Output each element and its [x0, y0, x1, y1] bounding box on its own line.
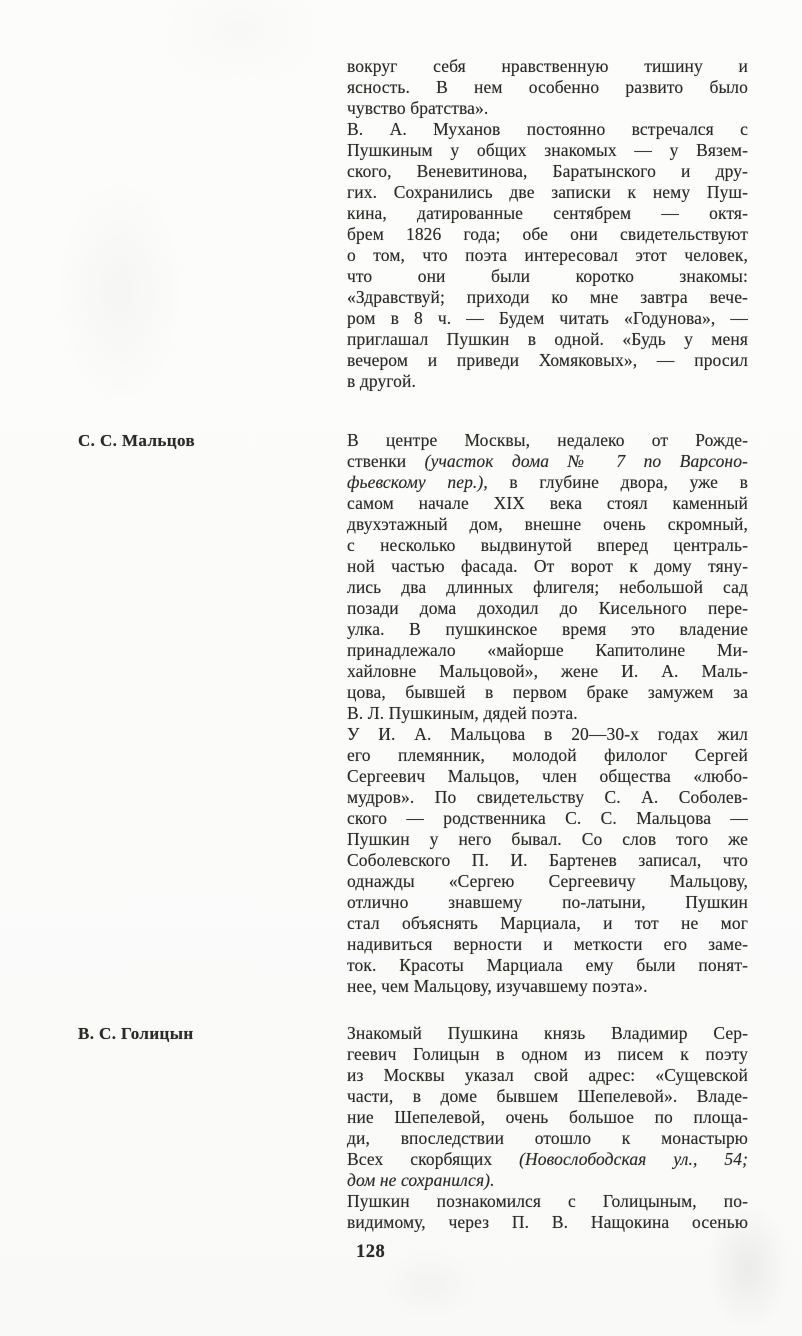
- text-segment: В. Л. Пушкиным, дядей поэта.: [347, 703, 578, 723]
- text-segment: «Здравствуй; приходи ко мне завтра вече-: [347, 287, 748, 307]
- text-line: [347, 787, 748, 808]
- text-line: [347, 955, 748, 976]
- text-segment: Всех скорбящих: [347, 1149, 520, 1169]
- text-segment: отлично знавшему по-латыни, Пушкин: [347, 892, 748, 912]
- text-segment: из Москвы указал свой адрес: «Сущевской: [347, 1065, 748, 1085]
- text-segment: ной частью фасада. От ворот к дому тяну-: [347, 556, 748, 576]
- text-line: [347, 535, 748, 556]
- text-segment: гих. Сохранились две записки к нему Пуш-: [347, 182, 748, 202]
- text-line: [347, 766, 748, 787]
- text-segment: ди, впоследствии отошло к монастырю: [347, 1128, 748, 1148]
- text-line: [347, 430, 748, 451]
- page-number: 128: [356, 1242, 386, 1262]
- text-segment: хайловне Мальцовой», жене И. А. Маль-: [347, 661, 748, 681]
- text-line: [347, 1107, 748, 1128]
- text-line: [347, 850, 748, 871]
- text-segment: однажды «Сергею Сергеевичу Мальцову,: [347, 871, 748, 891]
- text-line: [347, 451, 748, 472]
- text-segment: вокруг себя нравственную тишину и: [347, 56, 748, 76]
- text-segment: кина, датированные сентябрем — октя-: [347, 203, 748, 223]
- text-segment: мудров». По свидетельству С. А. Соболев-: [347, 787, 748, 807]
- text-segment: лись два длинных флигеля; небольшой сад: [347, 577, 748, 597]
- text-segment: вечером и приведи Хомяковых», — просил: [347, 350, 748, 370]
- text-line: [347, 871, 748, 892]
- text-segment: самом начале XIX века стоял каменный: [347, 493, 748, 513]
- text-line: [347, 682, 748, 703]
- text-segment: двухэтажный дом, внешне очень скромный,: [347, 514, 748, 534]
- text-line: [347, 266, 748, 287]
- text-segment: ственки: [347, 451, 425, 471]
- italic-text-segment: фьевскому пер.),: [347, 472, 488, 492]
- text-line: [347, 1044, 748, 1065]
- text-line: [347, 808, 748, 829]
- text-segment: улка. В пушкинское время это владение: [347, 619, 748, 639]
- italic-text-segment: дом не сохранился).: [347, 1170, 495, 1190]
- body-text-block-malcov: [347, 430, 748, 997]
- text-segment: ского, Веневитинова, Баратынского и дру-: [347, 161, 748, 181]
- text-line: [347, 1191, 748, 1212]
- text-segment: брем 1826 года; обе они свидетельствуют: [347, 224, 748, 244]
- text-segment: принадлежало «майорше Капитолине Ми-: [347, 640, 748, 660]
- text-line: [347, 56, 748, 77]
- italic-text-segment: (участок дома № 7 по Варсоно-: [424, 451, 748, 471]
- text-segment: с несколько выдвинутой вперед централь-: [347, 535, 748, 555]
- text-line: [347, 1065, 748, 1086]
- text-segment: У И. А. Мальцова в 20—30-х годах жил: [347, 724, 748, 744]
- italic-text-segment: (Новослободская ул., 54;: [519, 1149, 748, 1169]
- text-line: [347, 1086, 748, 1107]
- text-segment: приглашал Пушкин в одной. «Будь у меня: [347, 329, 748, 349]
- text-segment: Сергеевич Мальцов, член общества «любо-: [347, 766, 748, 786]
- text-segment: нее, чем Мальцову, изучавшему поэта».: [347, 976, 648, 996]
- text-segment: ского — родственника С. С. Мальцова —: [347, 808, 748, 828]
- text-segment: Пушкин познакомился с Голицыным, по-: [347, 1191, 748, 1211]
- margin-label-malcov: С. С. Мальцов: [78, 431, 196, 450]
- text-segment: ток. Красоты Марциала ему были понят-: [347, 955, 748, 975]
- text-line: [347, 350, 748, 371]
- text-line: [347, 329, 748, 350]
- text-line: [347, 77, 748, 98]
- text-line: [347, 913, 748, 934]
- text-line: [347, 472, 748, 493]
- text-segment: Пушкиным у общих знакомых — у Вязем-: [347, 140, 748, 160]
- body-text-block-golicyn: [347, 1023, 748, 1233]
- text-line: [347, 1128, 748, 1149]
- text-line: [347, 934, 748, 955]
- text-line: [347, 245, 748, 266]
- text-line: [347, 140, 748, 161]
- text-segment: что они были коротко знакомы:: [347, 266, 748, 286]
- text-segment: ром в 8 ч. — Будем читать «Годунова», —: [347, 308, 748, 328]
- text-segment: Пушкин у него бывал. Со слов того же: [347, 829, 748, 849]
- text-line: [347, 1212, 748, 1233]
- text-line: [347, 724, 748, 745]
- text-line: [347, 182, 748, 203]
- text-segment: в другой.: [347, 371, 416, 391]
- text-line: [347, 619, 748, 640]
- text-line: [347, 514, 748, 535]
- text-segment: цова, бывшей в первом браке замужем за: [347, 682, 748, 702]
- text-segment: надивиться верности и меткости его заме-: [347, 934, 748, 954]
- text-segment: Соболевского П. И. Бартенев записал, что: [347, 850, 748, 870]
- text-line: [347, 640, 748, 661]
- text-line: [347, 98, 748, 119]
- text-segment: о том, что поэта интересовал этот человек,: [347, 245, 748, 265]
- text-segment: Знакомый Пушкина князь Владимир Сер-: [347, 1023, 748, 1043]
- text-segment: в глубине двора, уже в: [487, 472, 748, 492]
- text-line: [347, 308, 748, 329]
- text-line: [347, 371, 748, 392]
- text-line: [347, 661, 748, 682]
- text-line: [347, 493, 748, 514]
- text-segment: чувство братства».: [347, 98, 489, 118]
- body-text-block-muhanov: [347, 56, 748, 392]
- text-segment: В. А. Муханов постоянно встречался с: [347, 119, 748, 139]
- text-line: [347, 287, 748, 308]
- text-line: [347, 703, 748, 724]
- text-line: [347, 1170, 748, 1191]
- text-segment: ние Шепелевой, очень большое по площа-: [347, 1107, 748, 1127]
- text-segment: ясность. В нем особенно развито было: [347, 77, 748, 97]
- text-line: [347, 745, 748, 766]
- text-line: [347, 598, 748, 619]
- text-segment: видимому, через П. В. Нащокина осенью: [347, 1212, 748, 1232]
- text-segment: части, в доме бывшем Шепелевой». Владе-: [347, 1086, 748, 1106]
- text-line: [347, 203, 748, 224]
- margin-label-golicyn: В. С. Голицын: [78, 1024, 194, 1043]
- text-segment: позади дома доходил до Кисельного пере-: [347, 598, 748, 618]
- text-line: [347, 577, 748, 598]
- text-line: [347, 224, 748, 245]
- text-line: [347, 829, 748, 850]
- text-segment: геевич Голицын в одном из писем к поэту: [347, 1044, 748, 1064]
- text-line: [347, 556, 748, 577]
- text-line: [347, 892, 748, 913]
- text-line: [347, 161, 748, 182]
- text-segment: его племянник, молодой филолог Сергей: [347, 745, 748, 765]
- text-line: [347, 1023, 748, 1044]
- text-segment: стал объяснять Марциала, и тот не мог: [347, 913, 748, 933]
- text-line: [347, 976, 748, 997]
- text-segment: В центре Москвы, недалеко от Рожде-: [347, 430, 748, 450]
- text-line: [347, 119, 748, 140]
- text-line: [347, 1149, 748, 1170]
